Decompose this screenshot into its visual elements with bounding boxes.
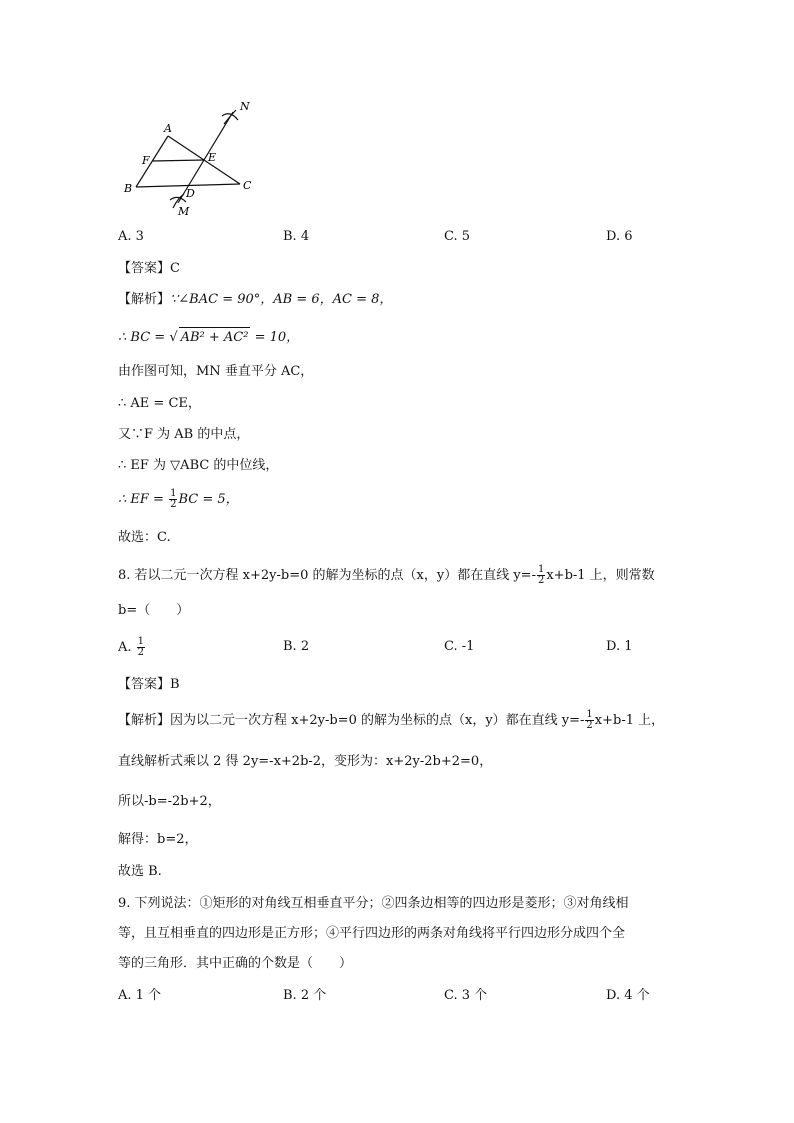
label-m: M — [178, 205, 190, 218]
segment-ab — [136, 136, 168, 187]
q7-analysis-line-5: 又∵F 为 AB 的中点， — [118, 427, 250, 442]
q7-analysis-line-6: ∴ EF 为 ▽ABC 的中位线， — [118, 458, 279, 473]
q8-option-d: D. 1 — [606, 639, 633, 654]
q8-analysis-line-2: 直线解析式乘以 2 得 2y=-x+2b-2，变形为：x+2y-2b+2=0， — [118, 754, 493, 769]
label-n: N — [240, 100, 250, 113]
q8-analysis-line-5: 故选 B. — [118, 864, 162, 879]
q7-analysis-line-2: ∴ BC = √ AB² + AC² = 10， — [118, 327, 299, 348]
q9-option-a: A. 1 个 — [118, 988, 162, 1003]
q8-stem-line-2: b=（ ） — [118, 603, 190, 618]
q7-analysis-line-1 — [118, 290, 392, 310]
analysis-text: ∵∠BAC = 90°，AB = 6，AC = 8， — [170, 292, 393, 307]
label-f: F — [142, 154, 150, 167]
q7-analysis-line-8: 故选：C. — [118, 530, 171, 545]
q7-option-b: B. 4 — [283, 229, 310, 244]
label-c: C — [243, 179, 252, 192]
q9-stem-line-1: 9. 下列说法：①矩形的对角线互相垂直平分；②四条边相等的四边形是菱形；③对角线相 — [118, 896, 629, 911]
label-d: D — [186, 187, 195, 200]
q7-option-c: C. 5 — [444, 229, 471, 244]
ef-expr-suffix: BC = 5， — [178, 492, 239, 507]
q7-analysis-line-4: ∴ AE = CE， — [118, 396, 201, 411]
sqrt-radicand: AB² + AC² — [179, 327, 251, 348]
q8-analysis-line-4: 解得：b=2， — [118, 832, 198, 847]
q8-option-c: C. -1 — [444, 639, 475, 654]
q8-analysis-line-1 — [118, 710, 664, 731]
label-e: E — [208, 151, 217, 164]
q8-answer: 【答案】B — [118, 677, 180, 692]
arc-mark-n-2 — [224, 110, 236, 124]
q7-analysis-line-7 — [118, 489, 239, 510]
triangle-construction-figure — [118, 98, 268, 218]
q7-analysis-line-3: 由作图可知，MN 垂直平分 AC， — [118, 364, 314, 379]
bc-expr-result: = 10， — [250, 330, 300, 345]
analysis-heading: 【解析】 — [118, 292, 171, 307]
q9-option-b: B. 2 个 — [283, 988, 327, 1003]
q9-option-c: C. 3 个 — [444, 988, 488, 1003]
q8-stem-prefix: 8. 若以二元一次方程 x+2y-b=0 的解为坐标的点（x，y）都在直线 y=- — [118, 568, 536, 583]
q7-answer: 【答案】C — [118, 261, 180, 276]
q7-option-a: A. 3 — [118, 229, 144, 244]
q9-option-d: D. 4 个 — [606, 988, 650, 1003]
label-a: A — [164, 122, 172, 135]
q9-stem-line-2: 等，且互相垂直的四边形是正方形；④平行四边形的两条对角线将平行四边形分成四个全 — [118, 926, 626, 941]
q8-analysis-line-3: 所以-b=-2b+2， — [118, 794, 221, 809]
q7-option-d: D. 6 — [606, 229, 633, 244]
bc-expr-prefix: ∴ BC = — [118, 330, 170, 345]
q8-analysis-fraction: $\frac{1}{2}$ — [586, 709, 593, 731]
q8-analysis-prefix: 【解析】因为以二元一次方程 x+2y-b=0 的解为坐标的点（x，y）都在直线 y=- — [118, 713, 585, 728]
q8-analysis-suffix: x+b-1 上， — [594, 713, 665, 728]
fraction-half: $\frac{1}{2}$ — [170, 488, 177, 510]
q8-stem-line-1 — [118, 565, 655, 586]
q8-option-a: A. $\frac{1}{2}$ — [118, 636, 145, 658]
q8-option-b: B. 2 — [283, 639, 310, 654]
q8-stem-fraction: $\frac{1}{2}$ — [537, 564, 545, 586]
segment-fe — [152, 160, 204, 161]
q9-stem-line-3: 等的三角形．其中正确的个数是（ ） — [118, 956, 353, 971]
label-b: B — [124, 182, 133, 195]
q8-option-a-fraction: $\frac{1}{2}$ — [137, 636, 145, 658]
q8-stem-suffix: x+b-1 上，则常数 — [546, 568, 655, 583]
ef-expr-prefix: ∴ EF = — [118, 492, 169, 507]
